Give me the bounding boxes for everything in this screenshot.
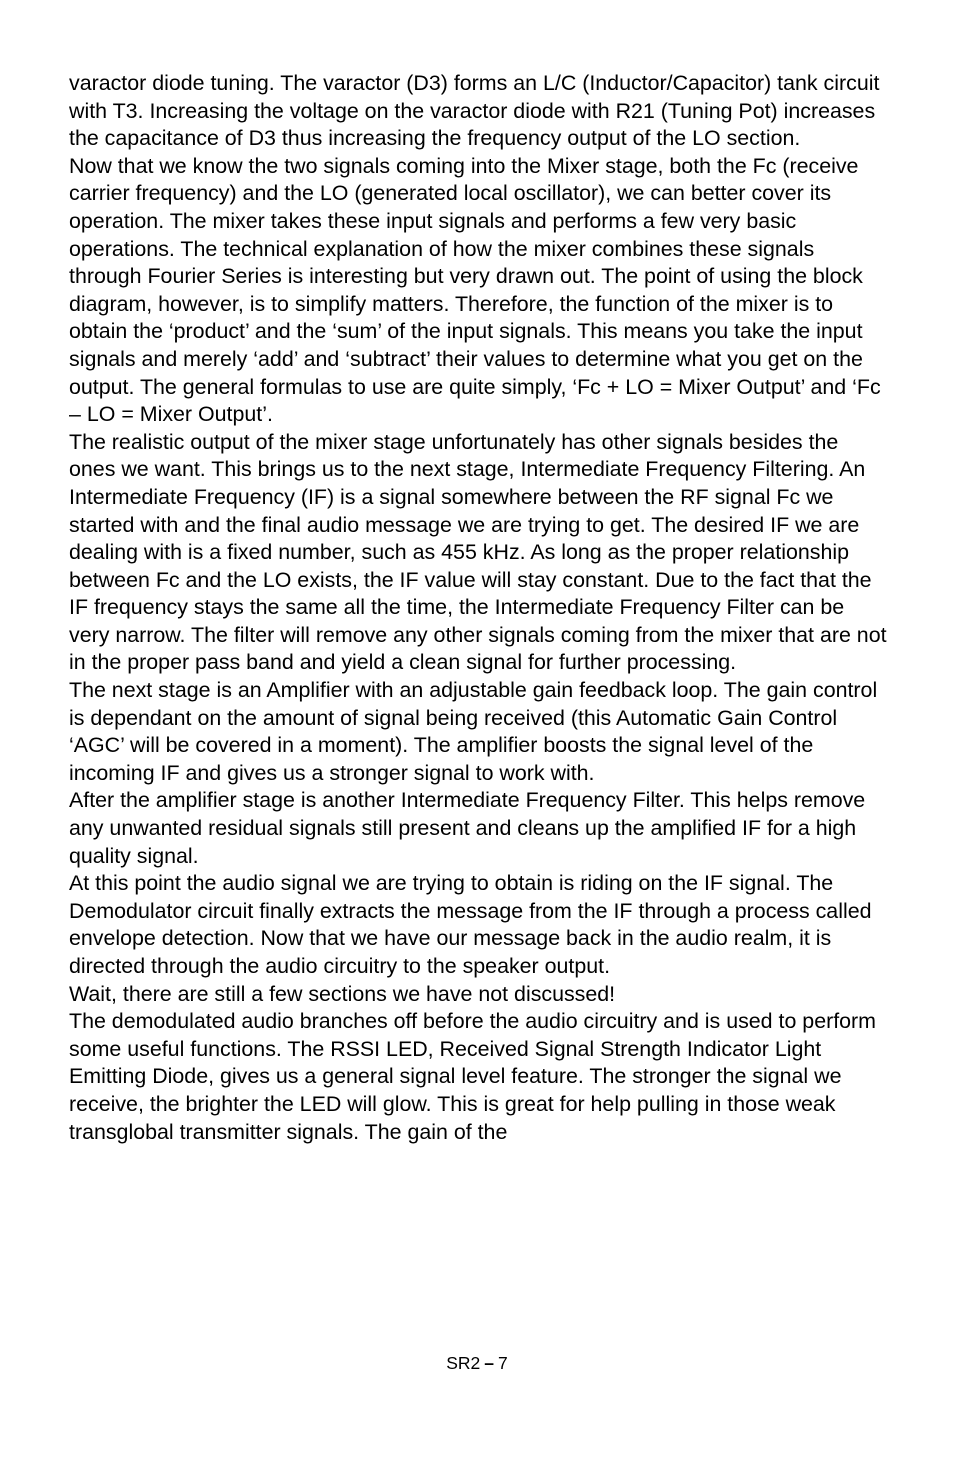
- paragraph-amplifier: The next stage is an Amplifier with an adjustable gain feedback loop. The gain control is dependant on the amount of signal being received (this Automatic Gain Control ‘AGC’ will be covered in a moment). The amplifier boosts the signal level of the incoming IF and gives us a stronger signal to work with.: [69, 678, 878, 785]
- page-body: [69, 70, 889, 1146]
- paragraph-varactor-tuning: varactor diode tuning. The varactor (D3) forms an L/C (Inductor/Capacitor) tank circuit with T3. Increasing the voltage on the varactor diode with R21 (Tuning Pot) increases the capacitance of D3 thus increasing the frequency output of the LO section.: [69, 71, 880, 151]
- paragraph-if-filtering: The realistic output of the mixer stage unfortunately has other signals besides the ones we want. This brings us to the next stage, Intermediate Frequency Filtering. An Intermediate Frequency (IF) is a signal somewhere between the RF signal Fc we started with and the final audio message we are trying to get. The desired IF we are dealing with is a fixed number, such as 455 kHz. As long as the proper relationship between Fc and the LO exists, the IF value will stay constant. Due to the fact that the IF frequency stays the same all the time, the Intermediate Frequency Filter can be very narrow. The filter will remove any other signals coming from the mixer that are not in the proper pass band and yield a clean signal for further processing.: [69, 429, 887, 675]
- paragraph-rssi-led: The demodulated audio branches off before the audio circuitry and is used to perform some useful functions. The RSSI LED, Received Signal Strength Indicator Light Emitting Diode, gives us a general signal level feature. The stronger the signal we receive, the brighter the LED will glow. This is great for help pulling in those weak transglobal transmitter signals. The gain of the: [69, 1009, 876, 1144]
- paragraph-second-if-filter: After the amplifier stage is another Intermediate Frequency Filter. This helps remove any unwanted residual signals still present and cleans up the amplified IF for a high quality signal.: [69, 788, 866, 868]
- paragraph-mixer-operation: Now that we know the two signals coming into the Mixer stage, both the Fc (receive carrier frequency) and the LO (generated local oscillator), we can better cover its operation. The mixer takes these input signals and performs a few very basic operations. The technical explanation of how the mixer combines these signals through Fourier Series is interesting but very drawn out. The point of using the block diagram, however, is to simplify matters. Therefore, the function of the mixer is to obtain the ‘product’ and the ‘sum’ of the input signals. This means you take the input signals and merely ‘add’ and ‘subtract’ their values to determine what you get on the output. The general formulas to use are quite simply, ‘Fc + LO = Mixer Output’ and ‘Fc – LO = Mixer Output’.: [69, 153, 881, 427]
- paragraph-remaining-sections: Wait, there are still a few sections we have not discussed!: [69, 981, 616, 1006]
- page-footer: [0, 1352, 954, 1374]
- footer-separator: –: [484, 1353, 495, 1373]
- paragraph-demodulator: At this point the audio signal we are trying to obtain is riding on the IF signal. The Demodulator circuit finally extracts the message from the IF through a process called envelope detection. Now that we have our message back in the audio realm, it is directed through the audio circuitry to the speaker output.: [69, 871, 872, 978]
- footer-page-number: 7: [498, 1353, 508, 1373]
- footer-doc-code: SR2: [446, 1353, 481, 1373]
